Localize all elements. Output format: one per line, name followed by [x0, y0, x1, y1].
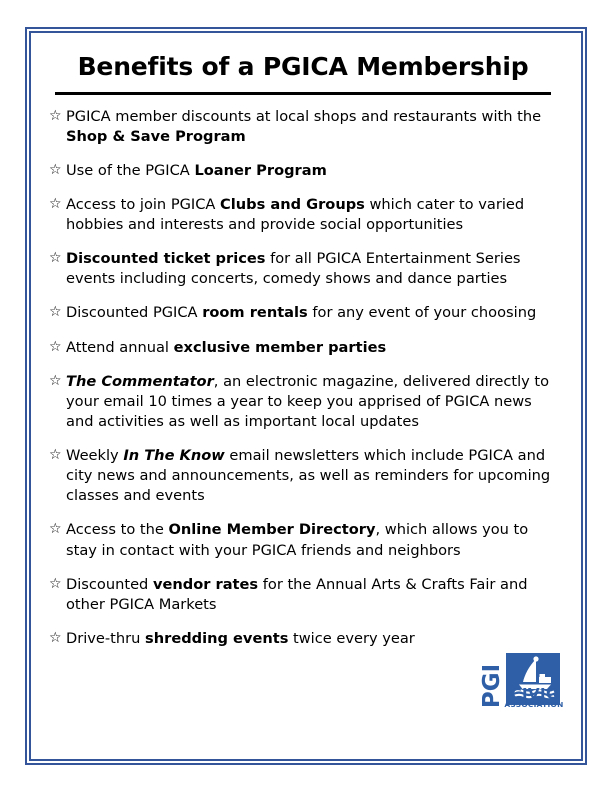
star-bullet-icon: ☆ — [49, 195, 62, 212]
benefit-item — [49, 195, 557, 235]
benefit-text: Access to join PGICA Clubs and Groups which cater to varied hobbies and interests and provide social opportunities — [66, 195, 525, 233]
logo-civic-text: CIVIC — [510, 685, 558, 703]
benefit-item — [49, 249, 557, 289]
benefit-item — [49, 446, 557, 506]
star-bullet-icon: ☆ — [49, 629, 62, 646]
benefit-text: The Commentator, an electronic magazine, delivered directly to your email 10 times a year to keep you apprised of PGICA news and activities as well as important local updates — [66, 372, 550, 430]
benefit-text: Discounted ticket prices for all PGICA Entertainment Series events including concerts, comedy shows and dance parties — [66, 250, 521, 288]
benefits-list — [49, 107, 557, 650]
benefit-text: PGICA member discounts at local shops and restaurants with the Shop & Save Program — [66, 107, 542, 145]
benefit-text: Attend annual exclusive member parties — [66, 338, 387, 356]
benefit-item — [49, 629, 557, 649]
star-bullet-icon: ☆ — [49, 161, 62, 178]
benefit-item — [49, 338, 557, 358]
page-border-inner — [29, 31, 583, 761]
logo-initials-vertical — [479, 653, 505, 715]
star-bullet-icon: ☆ — [49, 521, 62, 538]
star-bullet-icon: ☆ — [49, 447, 62, 463]
title-divider — [55, 92, 551, 95]
benefit-item — [49, 520, 557, 560]
benefit-text: Weekly In The Know email newsletters which include PGICA and city news and announcements, as well as reminders for upcoming classes and events — [66, 447, 551, 505]
benefit-item — [49, 303, 557, 323]
benefit-text: Access to the Online Member Directory, which allows you to stay in contact with your PGICA friends and neighbors — [66, 521, 529, 559]
benefit-text: Discounted vendor rates for the Annual Arts & Crafts Fair and other PGICA Markets — [66, 575, 528, 613]
star-bullet-icon: ☆ — [49, 575, 62, 592]
logo-association-text: ASSOCIATION — [504, 700, 564, 709]
page-title: Benefits of a PGICA Membership — [77, 52, 529, 81]
benefit-item — [49, 107, 557, 147]
star-bullet-icon: ☆ — [49, 338, 62, 355]
star-bullet-icon: ☆ — [49, 250, 62, 267]
page-border-outer — [25, 27, 587, 765]
benefit-item — [49, 575, 557, 615]
benefit-item — [49, 372, 557, 432]
star-bullet-icon: ☆ — [49, 107, 62, 124]
logo-initials-text: PGI — [479, 663, 505, 709]
benefit-text: Discounted PGICA room rentals for any event of your choosing — [66, 304, 537, 322]
star-bullet-icon: ☆ — [49, 304, 62, 321]
benefit-text: Use of the PGICA Loaner Program — [66, 161, 327, 179]
pgica-logo — [479, 653, 565, 715]
benefit-item — [49, 161, 557, 181]
star-bullet-icon: ☆ — [49, 372, 62, 389]
document-content — [31, 33, 581, 759]
benefit-text: Drive-thru shredding events twice every year — [66, 629, 415, 647]
